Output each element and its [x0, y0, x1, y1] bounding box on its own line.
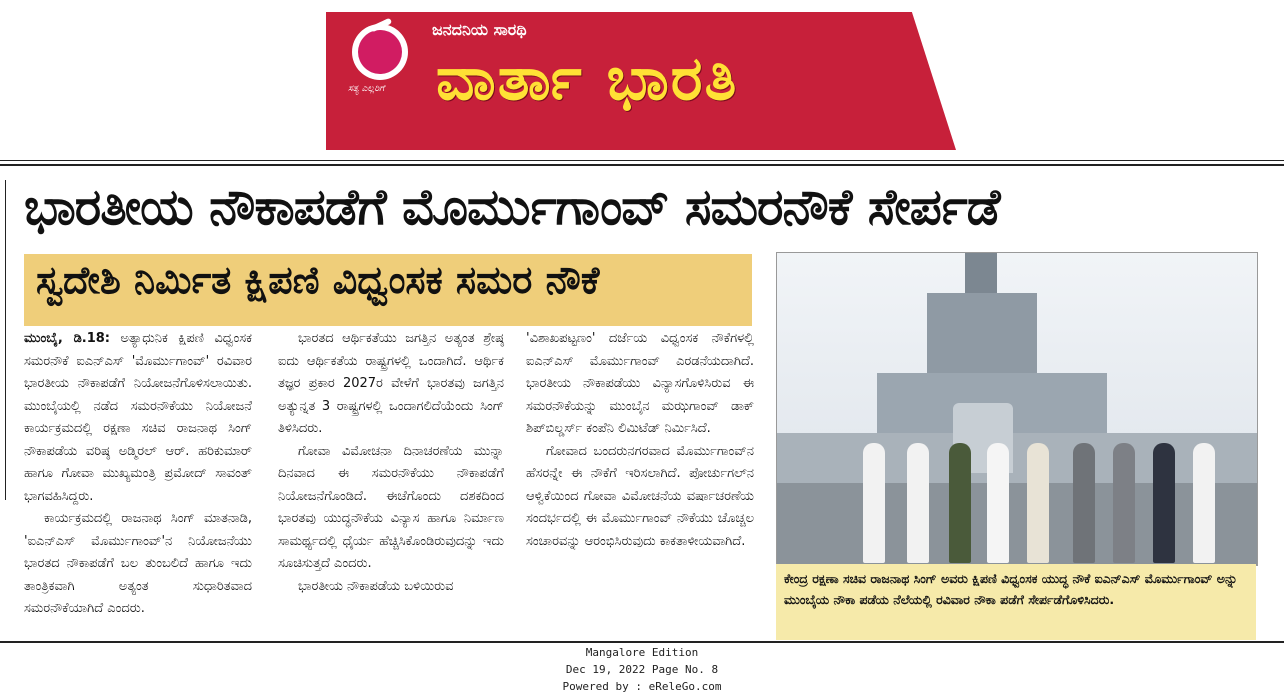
article-column-1	[24, 328, 252, 621]
dateline: ಮುಂಬೈ, ಡಿ.18:	[24, 331, 111, 346]
person-figure	[1027, 443, 1049, 563]
photo-caption: ಕೇಂದ್ರ ರಕ್ಷಣಾ ಸಚಿವ ರಾಜನಾಥ ಸಿಂಗ್ ಅವರು ಕ್ಷಿಪಣಿ ವಿಧ್ವಂಸಕ ಯುದ್ಧ ನೌಕೆ ಐಎನ್‌ಎಸ್ ಮೊರ್ಮುಗಾಂವ್ ಅನ್ನು ಮುಂಬೈಯ ನೌಕಾ ಪಡೆಯ ನೆಲೆಯಲ್ಲಿ ರವಿವಾರ ನೌಕಾ ಪಡೆಗೆ ಸೇರ್ಪಡೆಗೊಳಿಸಿದರು.	[784, 571, 1238, 607]
paragraph: ಭಾರತೀಯ ನೌಕಾಪಡೆಯ ಬಳಿಯಿರುವ	[298, 578, 454, 594]
paragraph: ಗೋವಾ ವಿಮೋಚನಾ ದಿನಾಚರಣೆಯ ಮುನ್ನಾ ದಿನವಾದ ಈ ಸಮರನೌಕೆಯು ನೌಕಾಪಡೆಗೆ ನಿಯೋಜನೆಗೊಂಡಿದೆ. ಈಚೆಗೊಂದು ದಶಕದಿಂದ ಭಾರತವು ಯುದ್ಧನೌಕೆಯ ವಿನ್ಯಾಸ ಹಾಗೂ ನಿರ್ಮಾಣ ಸಾಮರ್ಥ್ಯದಲ್ಲಿ ಧೈರ್ಯ ಹೆಚ್ಚಿಸಿಕೊಂಡಿರುವುದನ್ನು ಇದು ಸೂಚಿಸುತ್ತದೆ ಎಂದರು.	[278, 443, 504, 571]
powered-by-link[interactable]: Powered by : eReleGo.com	[562, 680, 722, 693]
ship-tower	[927, 293, 1037, 383]
article-headline: ಭಾರತೀಯ ನೌಕಾಪಡೆಗೆ ಮೊರ್ಮುಗಾಂವ್ ಸಮರನೌಕೆ ಸೇರ್ಪಡೆ	[24, 178, 1000, 236]
paragraph: ಭಾರತದ ಆರ್ಥಿಕತೆಯು ಜಗತ್ತಿನ ಅತ್ಯಂತ ಶ್ರೇಷ್ಠ ಐದು ಆರ್ಥಿಕತೆಯ ರಾಷ್ಟ್ರಗಳಲ್ಲಿ ಒಂದಾಗಿದೆ. ಆರ್ಥಿಕ ತಜ್ಞರ ಪ್ರಕಾರ 2027ರ ವೇಳೆಗೆ ಭಾರತವು ಜಗತ್ತಿನ ಅತ್ಯುನ್ನತ 3 ರಾಷ್ಟ್ರಗಳಲ್ಲಿ ಒಂದಾಗಲಿದೆಯೆಂದು ಸಿಂಗ್ ತಿಳಿಸಿದರು.	[278, 331, 504, 436]
newspaper-name: ವಾರ್ತಾ ಭಾರತಿ	[436, 44, 739, 114]
column-border	[0, 180, 6, 500]
paragraph: 'ವಿಶಾಖಪಟ್ಟಣಂ' ದರ್ಜೆಯ ವಿಧ್ವಂಸಕ ನೌಕೆಗಳಲ್ಲಿ ಐಎನ್‌ಎಸ್ ಮೊರ್ಮುಗಾಂವ್ ಎರಡನೆಯದಾಗಿದೆ. ಭಾರತೀಯ ನೌಕಾಪಡೆಯು ವಿನ್ಯಾಸಗೊಳಿಸಿರುವ ಈ ಸಮರನೌಕೆಯನ್ನು ಮುಂಬೈನ ಮಝಗಾಂವ್ ಡಾಕ್ ಶಿಪ್‌ಬಿಲ್ಡರ್ಸ್ ಕಂಪೆನಿ ಲಿಮಿಟೆಡ್ ನಿರ್ಮಿಸಿದೆ.	[526, 331, 754, 436]
logo-tagline: ಸತ್ಯ ಎಲ್ಲರಿಗೆ	[348, 84, 385, 94]
person-figure	[949, 443, 971, 563]
divider-line	[0, 641, 1284, 643]
ship-deck	[777, 483, 1257, 565]
person-figure	[987, 443, 1009, 563]
person-figure	[1113, 443, 1135, 563]
news-photo	[776, 252, 1258, 566]
article-column-3	[526, 328, 754, 553]
person-figure	[1073, 443, 1095, 563]
date-page-label: Dec 19, 2022 Page No. 8	[565, 663, 719, 676]
divider-line	[0, 164, 1284, 166]
person-figure	[863, 443, 885, 563]
paragraph: ಕಾರ್ಯಕ್ರಮದಲ್ಲಿ ರಾಜನಾಥ ಸಿಂಗ್ ಮಾತನಾಡಿ, 'ಐಎನ್‌ಎಸ್ ಮೊರ್ಮುಗಾಂವ್'ನ ನಿಯೋಜನೆಯು ಭಾರತದ ನೌಕಾಪಡೆಗೆ ಬಲ ತುಂಬಲಿದೆ ಹಾಗೂ ಇದು ತಾಂತ್ರಿಕವಾಗಿ ಅತ್ಯಂತ ಸುಧಾರಿತವಾದ ಸಮರನೌಕೆಯಾಗಿದೆ ಎಂದರು.	[24, 511, 252, 616]
page-footer	[0, 644, 1284, 695]
person-figure	[907, 443, 929, 563]
person-figure	[1193, 443, 1215, 563]
paragraph	[24, 328, 252, 508]
masthead-tagline: ಜನದನಿಯ ಸಾರಥಿ	[432, 20, 527, 39]
person-figure	[1153, 443, 1175, 563]
divider-line	[0, 160, 1284, 161]
globe-logo-icon	[352, 24, 408, 80]
paragraph: ಗೋವಾದ ಬಂದರುನಗರವಾದ ಮೊರ್ಮುಗಾಂವ್‌ನ ಹೆಸರನ್ನೇ ಈ ನೌಕೆಗೆ ಇರಿಸಲಾಗಿದೆ. ಪೋರ್ಚುಗಲ್‌ನ ಆಳ್ವಿಕೆಯಿಂದ ಗೋವಾ ವಿಮೋಚನೆಯ ವರ್ಷಾಚರಣೆಯ ಸಂದರ್ಭದಲ್ಲಿ ಈ ಮೊರ್ಮುಗಾಂವ್ ನೌಕೆಯು ಚೊಚ್ಚಲ ಸಂಚಾರವನ್ನು ಆರಂಭಿಸಿರುವುದು ಕಾಕತಾಳೀಯವಾಗಿದೆ.	[526, 443, 754, 549]
edition-label: Mangalore Edition	[585, 646, 699, 659]
paragraph-text: ಅತ್ಯಾಧುನಿಕ ಕ್ಷಿಪಣಿ ವಿಧ್ವಂಸಕ ಸಮರನೌಕೆ ಐಎನ್‌ಎಸ್ 'ಮೊರ್ಮುಗಾಂವ್' ರವಿವಾರ ಭಾರತೀಯ ನೌಕಾಪಡೆಗೆ ನಿಯೋಜನೆಗೊಳಿಸಲಾಯಿತು. ಮುಂಬೈಯಲ್ಲಿ ನಡೆದ ಸಮರನೌಕೆಯು ನಿಯೋಜನೆ ಕಾರ್ಯಕ್ರಮದಲ್ಲಿ ರಕ್ಷಣಾ ಸಚಿವ ರಾಜನಾಥ ಸಿಂಗ್ ನೌಕಾಪಡೆಯ ವರಿಷ್ಠ ಅಡ್ಮಿರಲ್ ಆರ್. ಹರಿಕುಮಾರ್ ಹಾಗೂ ಗೋವಾ ಮುಖ್ಯಮಂತ್ರಿ ಪ್ರಮೋದ್ ಸಾವಂತ್ ಭಾಗವಹಿಸಿದ್ದರು.	[24, 331, 252, 504]
article-column-2	[278, 328, 504, 598]
article-subheadline: ಸ್ವದೇಶಿ ನಿರ್ಮಿತ ಕ್ಷಿಪಣಿ ವಿಧ್ವಂಸಕ ಸಮರ ನೌಕೆ	[36, 258, 600, 302]
